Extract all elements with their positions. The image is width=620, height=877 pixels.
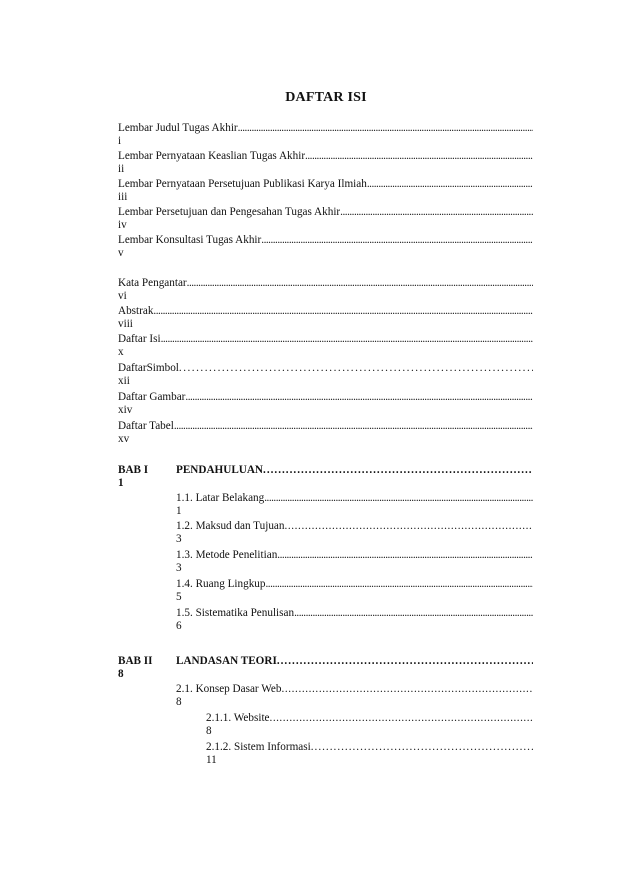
- toc-label: Lembar Judul Tugas Akhir: [118, 122, 238, 134]
- toc-label: Lembar Pernyataan Keaslian Tugas Akhir: [118, 150, 306, 162]
- toc-label: Daftar Gambar: [118, 391, 186, 403]
- leader-dots: [284, 520, 533, 533]
- toc-label: Daftar Tabel: [118, 420, 174, 432]
- toc-entry: [118, 122, 533, 148]
- leader-dots: [174, 420, 533, 433]
- leader-dots: [261, 234, 533, 247]
- chapter-page-number: 1: [118, 477, 124, 489]
- leader-dots: [305, 150, 533, 163]
- subsection-label: 2.1.1. Website: [206, 712, 270, 724]
- chapter-number: BAB II: [118, 655, 153, 667]
- toc-entry: [118, 178, 533, 204]
- toc-page-number: ii: [118, 163, 125, 175]
- leader-dots: [185, 391, 533, 404]
- section-page-number: 8: [176, 696, 182, 708]
- toc-page-number: v: [118, 247, 124, 259]
- chapter-title: PENDAHULUAN: [176, 464, 264, 476]
- toc-subsection: [206, 712, 533, 738]
- toc-entry: [118, 277, 533, 303]
- toc-section: [176, 607, 533, 633]
- leader-dots: [264, 492, 533, 505]
- toc-label: DaftarSimbol: [118, 362, 179, 374]
- toc-entry: [118, 420, 533, 446]
- toc-label: Abstrak: [118, 305, 154, 317]
- toc-page-number: viii: [118, 318, 133, 330]
- subsection-label: 2.1.2. Sistem Informasi: [206, 741, 311, 753]
- toc-entry: [118, 150, 533, 176]
- section-label: 1.2. Maksud dan Tujuan: [176, 520, 285, 532]
- toc-page-number: iv: [118, 219, 127, 231]
- toc-section: [176, 549, 533, 575]
- toc-page-number: xiv: [118, 404, 133, 416]
- toc-section: [176, 683, 533, 709]
- section-page-number: 3: [176, 562, 182, 574]
- toc-label: Kata Pengantar: [118, 277, 187, 289]
- toc-page-number: iii: [118, 191, 128, 203]
- toc-subsection: [206, 741, 533, 767]
- toc-entry: [118, 362, 533, 388]
- chapter-number: BAB I: [118, 464, 149, 476]
- toc-chapter: [118, 655, 533, 681]
- toc-entry: [118, 305, 533, 331]
- leader-dots: [311, 741, 533, 754]
- leader-dots: [281, 683, 533, 696]
- section-label: 1.3. Metode Penelitian: [176, 549, 278, 561]
- toc-label: Lembar Persetujuan dan Pengesahan Tugas Akhir: [118, 206, 341, 218]
- toc-chapter: [118, 464, 533, 490]
- subsection-page-number: 11: [206, 754, 217, 766]
- chapter-title: LANDASAN TEORI: [176, 655, 277, 667]
- section-page-number: 1: [176, 505, 182, 517]
- leader-dots: [263, 464, 533, 477]
- leader-dots: [238, 122, 533, 135]
- leader-dots: [340, 206, 533, 219]
- toc-section: [176, 492, 533, 518]
- section-label: 1.4. Ruang Lingkup: [176, 578, 266, 590]
- chapter-page-number: 8: [118, 668, 124, 680]
- subsection-page-number: 8: [206, 725, 212, 737]
- toc-entry: [118, 333, 533, 359]
- leader-dots: [277, 655, 533, 668]
- section-page-number: 3: [176, 533, 182, 545]
- leader-dots: [270, 712, 533, 725]
- toc-page-number: vi: [118, 290, 127, 302]
- leader-dots: [277, 549, 533, 562]
- toc-page-number: i: [118, 135, 122, 147]
- section-label: 1.5. Sistematika Penulisan: [176, 607, 295, 619]
- toc-section: [176, 578, 533, 604]
- toc-label: Daftar Isi: [118, 333, 161, 345]
- leader-dots: [367, 178, 533, 191]
- section-page-number: 5: [176, 591, 182, 603]
- leader-dots: [294, 607, 533, 620]
- section-page-number: 6: [176, 620, 182, 632]
- leader-dots: [153, 305, 533, 318]
- toc-page-number: xii: [118, 375, 130, 387]
- toc-entry: [118, 206, 533, 232]
- section-label: 1.1. Latar Belakang: [176, 492, 265, 504]
- leader-dots: [266, 578, 534, 591]
- toc-entry: [118, 391, 533, 417]
- toc-entry: [118, 234, 533, 260]
- toc-label: Lembar Konsultasi Tugas Akhir: [118, 234, 262, 246]
- leader-dots: [161, 333, 533, 346]
- section-label: 2.1. Konsep Dasar Web: [176, 683, 282, 695]
- leader-dots: [179, 362, 533, 375]
- toc-page-number: x: [118, 346, 124, 358]
- leader-dots: [187, 277, 533, 290]
- toc-page-number: xv: [118, 433, 130, 445]
- toc-label: Lembar Pernyataan Persetujuan Publikasi Karya Ilmiah: [118, 178, 367, 190]
- page-title: DAFTAR ISI: [285, 90, 367, 105]
- toc-section: [176, 520, 533, 546]
